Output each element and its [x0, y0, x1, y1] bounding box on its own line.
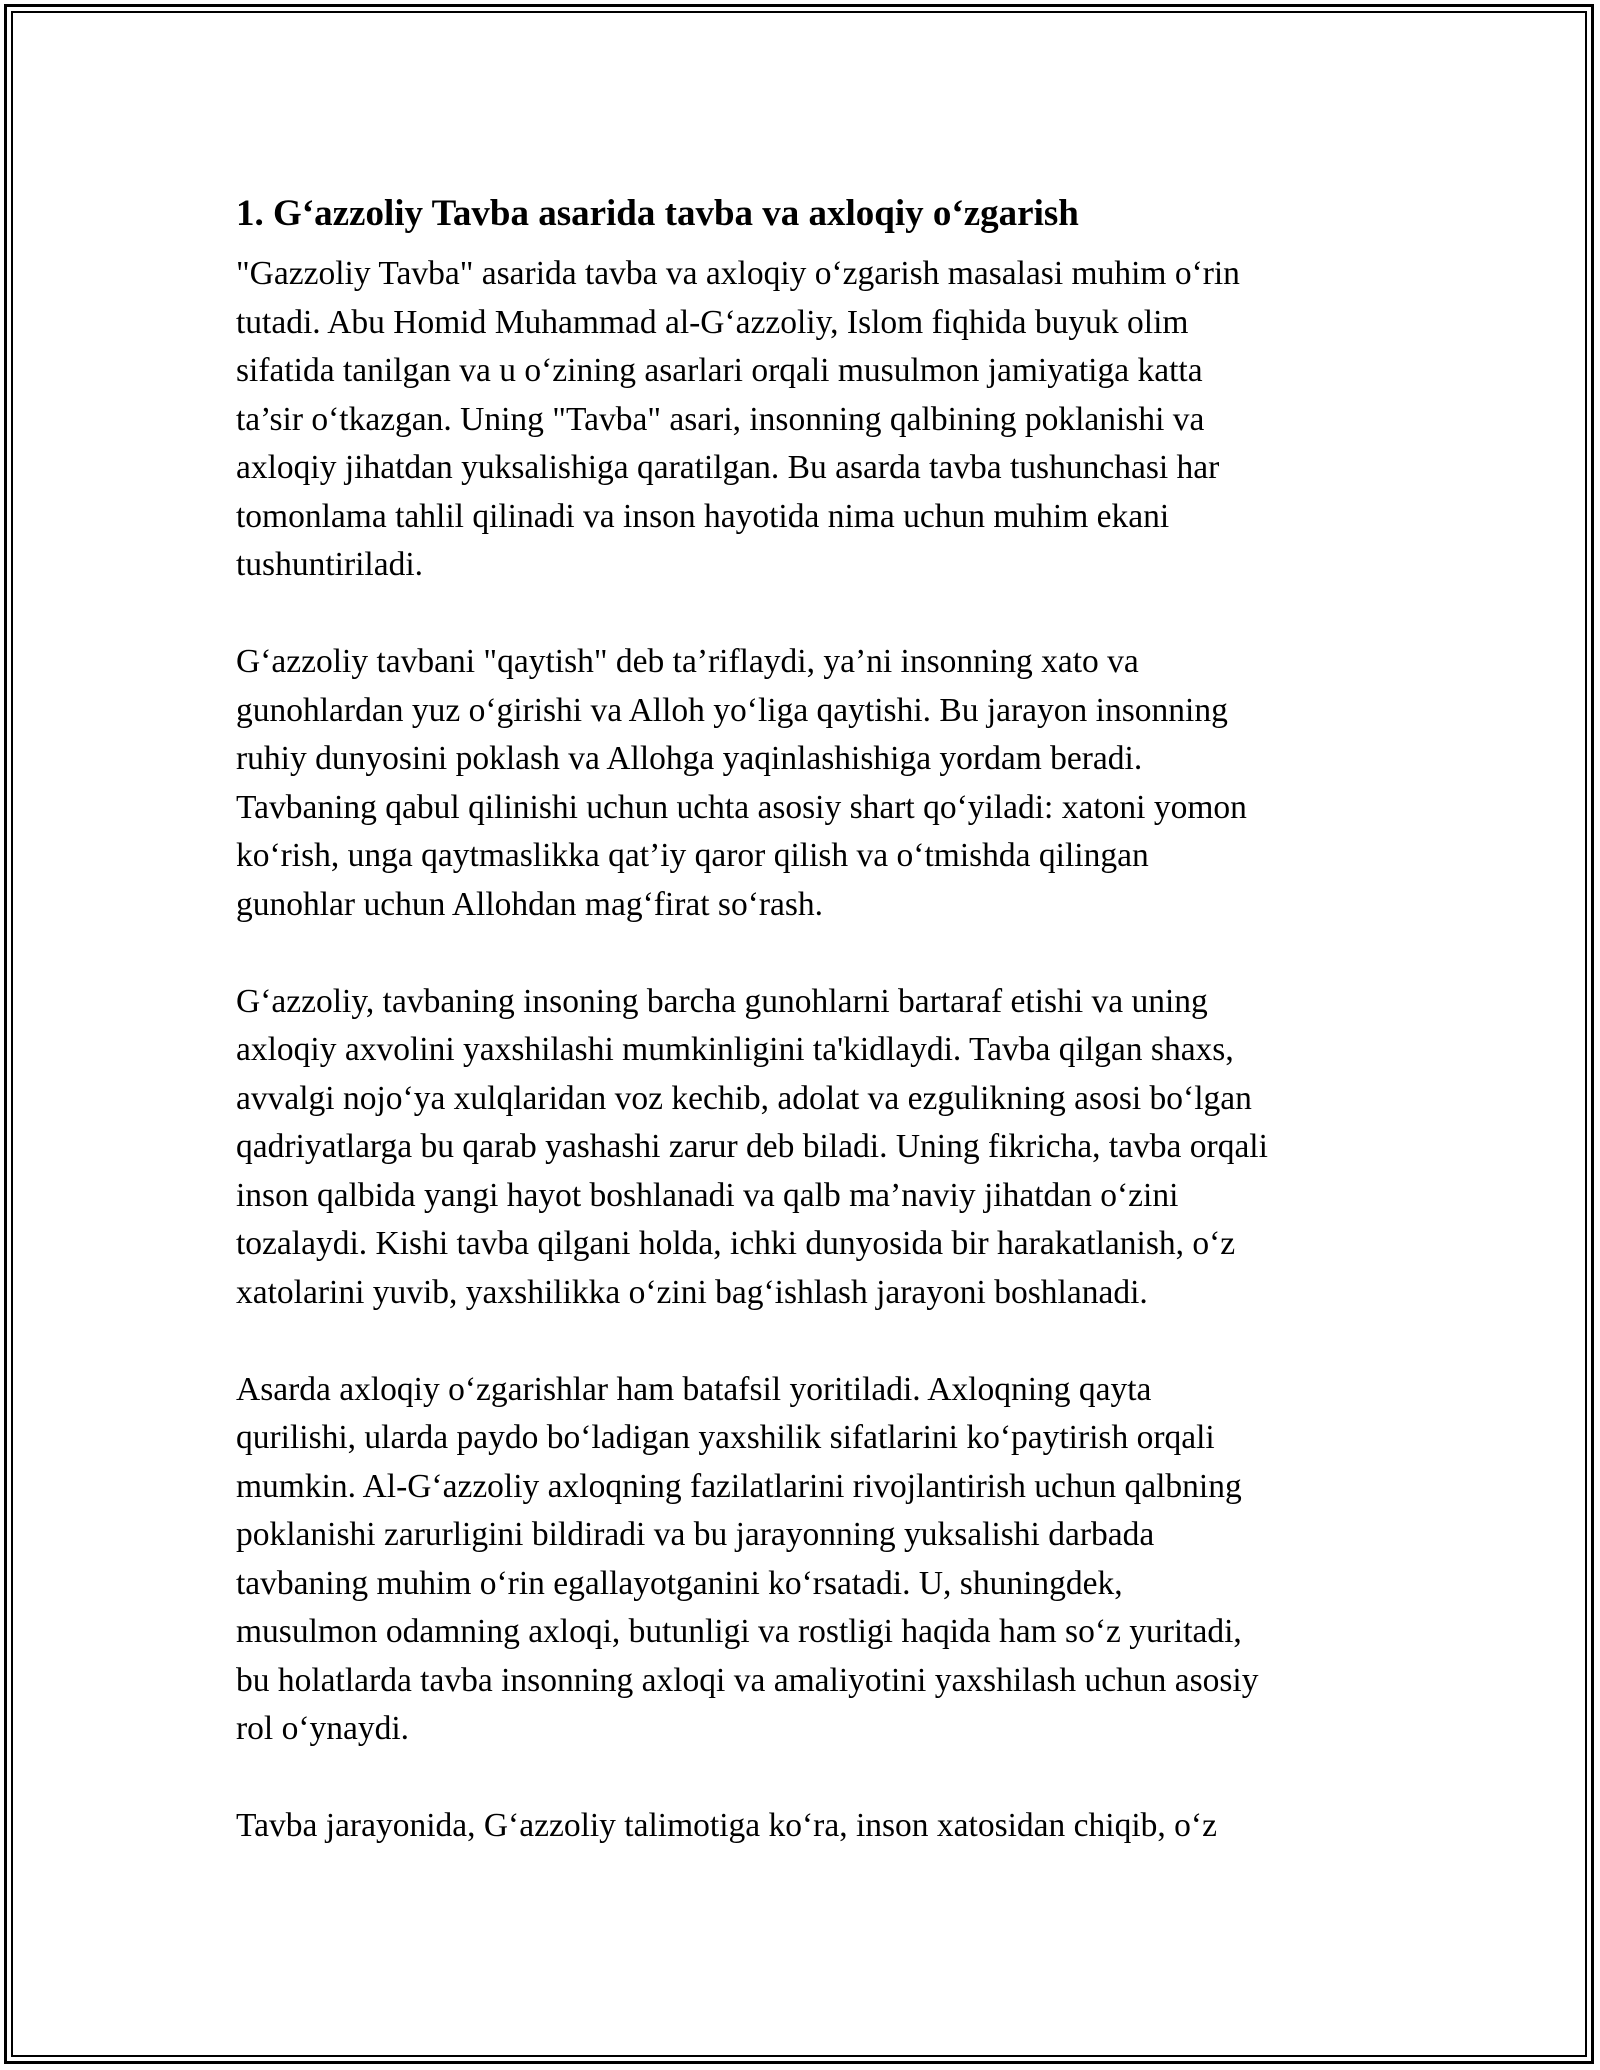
- paragraph-line: inson qalbida yangi hayot boshlanadi va qalb ma’naviy jihatdan o‘zini: [236, 1176, 1179, 1214]
- paragraph-line: Tavbaning qabul qilinishi uchun uchta asosiy shart qo‘yiladi: xatoni yomon: [236, 788, 1247, 826]
- paragraph-line: axloqiy jihatdan yuksalishiga qaratilgan. Bu asarda tavba tushunchasi har: [236, 449, 1220, 486]
- paragraph-line: poklanishi zarurligini bildiradi va bu jarayonning yuksalishi darbada: [236, 1516, 1155, 1553]
- paragraph-line: qadriyatlarga bu qarab yashashi zarur deb biladi. Uning fikricha, tavba orqali: [236, 1128, 1268, 1165]
- paragraph-line: gunohlardan yuz o‘girishi va Alloh yo‘liga qaytishi. Bu jarayon insonning: [236, 691, 1228, 729]
- paragraph-line: G‘azzoliy, tavbaning insoning barcha gunohlarni bartaraf etishi va uning: [236, 982, 1208, 1020]
- paragraph-line: ruhiy dunyosini poklash va Allohga yaqinlashishiga yordam beradi.: [236, 740, 1143, 777]
- section-heading: 1. G‘azzoliy Tavba asarida tavba va axloqiy o‘zgarish: [236, 193, 1079, 234]
- document-body: [236, 180, 1376, 1851]
- paragraph-line: avvalgi nojo‘ya xulqlaridan voz kechib, adolat va ezgulikning asosi bo‘lgan: [236, 1079, 1252, 1117]
- paragraph-line: qurilishi, ularda paydo bo‘ladigan yaxshilik sifatlarini ko‘paytirish orqali: [236, 1419, 1215, 1456]
- paragraph-line: tavbaning muhim o‘rin egallayotganini ko‘rsatadi. U, shuningdek,: [236, 1564, 1123, 1602]
- paragraph-line: gunohlar uchun Allohdan mag‘firat so‘rash.: [236, 885, 824, 923]
- paragraph-line: tomonlama tahlil qilinadi va inson hayotida nima uchun muhim ekani: [236, 497, 1170, 535]
- paragraph-line: Tavba jarayonida, G‘azzoliy talimotiga ko‘ra, inson xatosidan chiqib, o‘z: [236, 1807, 1217, 1844]
- paragraph-3: [236, 978, 1376, 1318]
- paragraph-1: [236, 250, 1376, 590]
- paragraph-line: rol o‘ynaydi.: [236, 1710, 410, 1747]
- paragraph-line: "Gazzoliy Tavba" asarida tavba va axloqiy o‘zgarish masalasi muhim o‘rin: [236, 255, 1240, 292]
- paragraph-4: [236, 1366, 1376, 1754]
- paragraph-line: bu holatlarda tavba insonning axloqi va amaliyotini yaxshilash uchun asosiy: [236, 1661, 1259, 1699]
- paragraph-line: axloqiy axvolini yaxshilashi mumkinligini ta'kidlaydi. Tavba qilgan shaxs,: [236, 1031, 1234, 1068]
- paragraph-line: ko‘rish, unga qaytmaslikka qat’iy qaror qilish va o‘tmishda qilingan: [236, 837, 1149, 874]
- paragraph-line: xatolarini yuvib, yaxshilikka o‘zini bag‘ishlash jarayoni boshlanadi.: [236, 1273, 1148, 1311]
- paragraph-line: G‘azzoliy tavbani "qaytish" deb ta’riflaydi, ya’ni insonning xato va: [236, 643, 1139, 680]
- paragraph-line: ta’sir o‘tkazgan. Uning "Tavba" asari, insonning qalbining poklanishi va: [236, 400, 1205, 438]
- paragraph-line: mumkin. Al-G‘azzoliy axloqning fazilatlarini rivojlantirish uchun qalbning: [236, 1467, 1242, 1505]
- paragraph-line: musulmon odamning axloqi, butunligi va rostligi haqida ham so‘z yuritadi,: [236, 1613, 1242, 1650]
- paragraph-line: tushuntiriladi.: [236, 546, 424, 583]
- paragraph-line: tutadi. Abu Homid Muhammad al-G‘azzoliy, Islom fiqhida buyuk olim: [236, 303, 1189, 341]
- paragraph-5: [236, 1802, 1376, 1851]
- paragraph-line: Asarda axloqiy o‘zgarishlar ham batafsil yoritiladi. Axloqning qayta: [236, 1370, 1152, 1408]
- paragraph-line: tozalaydi. Kishi tavba qilgani holda, ichki dunyosida bir harakatlanish, o‘z: [236, 1225, 1236, 1262]
- paragraph-line: sifatida tanilgan va u o‘zining asarlari orqali musulmon jamiyatiga katta: [236, 352, 1203, 389]
- paragraph-2: [236, 638, 1376, 929]
